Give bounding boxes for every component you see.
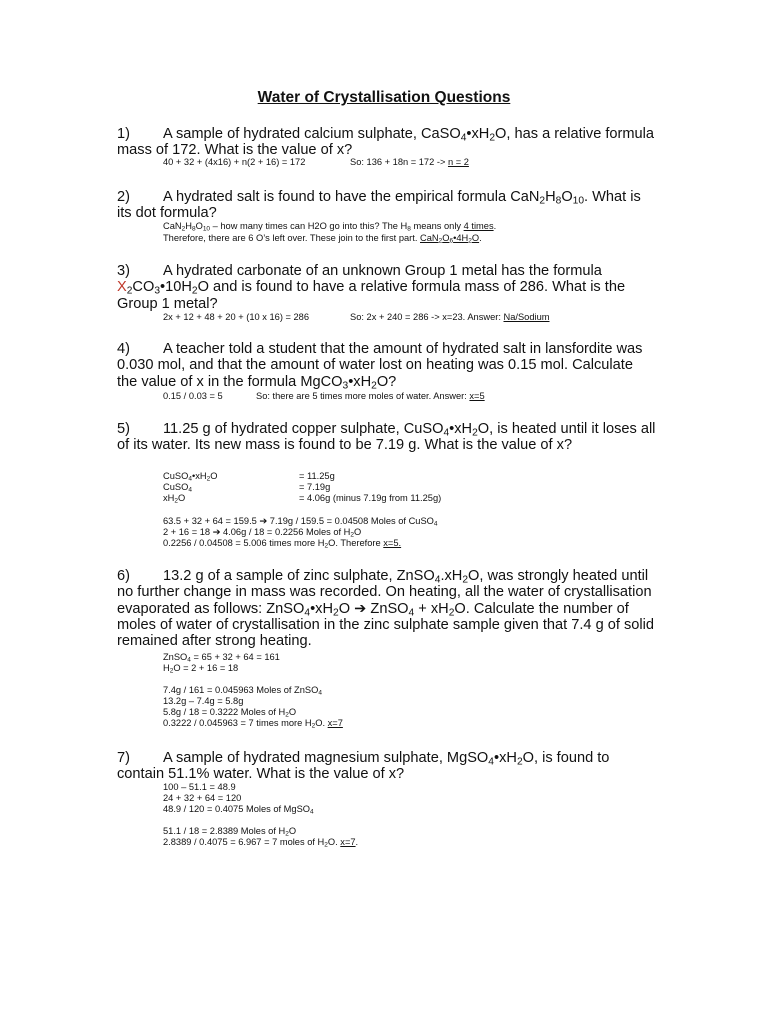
working-1: 40 + 32 + (4x16) + n(2 + 16) = 172 So: 136 + 18n = 172 -> n = 2: [163, 157, 469, 167]
question-1: 1) A sample of hydrated calcium sulphate, $CaSO_4•xH_2O$, has a relative formula mass of 172. What is the value of x?: [117, 126, 655, 159]
working-2-line-1: $CaN_2H_8O_{10}$ – how many times can H2O go into this? The $H_8$ means only 4 times.: [163, 221, 497, 233]
working-7-line-5: 2.8389 / 0.4075 = 6.967 = 7 moles of $H_2O$. x=7.: [163, 837, 359, 849]
question-3: 3) A hydrated carbonate of an unknown Group 1 metal has the formula $X_2CO_3•10H_2O$ and is found to have a relative formula mass of 286. What is the Group 1 metal?: [117, 263, 626, 312]
working-7-line-2: 24 + 32 + 64 = 120: [163, 793, 242, 803]
working-6-line-1: ZnSO$_4$ = 65 + 32 + 64 = 161: [163, 652, 280, 664]
working-5-row-1: $CuSO_4•xH_2O$ = 11.25g: [163, 471, 335, 483]
page-title: Water of Crystallisation Questions: [257, 89, 511, 106]
working-6-line-2: $H_2O = 2 + 16 = 18$: [163, 663, 239, 675]
answer-2: $CaN_2O_6•4H_2O$: [420, 233, 480, 245]
working-2-line-2: Therefore, there are 6 O’s left over. These join to the first part. $CaN_2O_6•4H_2O$.: [163, 233, 482, 245]
working-5-row-2: CuSO$_4$ = 7.19g: [163, 482, 331, 494]
question-6: 6) 13.2 g of a sample of zinc sulphate, $ZnSO_4.xH_2O$, was strongly heated until no further change in mass was recorded. On heating, all the water of crystallisation evaporated as follows: $ZnSO_4•xH_2O$ ➔ ZnSO$_4$ + $xH_2O$. Calculate the number of moles of water of crystallisation in the zinc sulphate sample given that 7.4 g of solid remained after strong heating.: [117, 568, 655, 650]
working-3: 2x + 12 + 48 + 20 + (10 x 16) = 286 So: 2x + 240 = 286 -> x=23. Answer: Na/Sodium: [163, 312, 550, 322]
working-5-line-5: 2 + 16 = 18 ➔ 4.06g / 18 = 0.2256 Moles of $H_2O$: [163, 527, 362, 539]
question-2: 2) A hydrated salt is found to have the empirical formula $CaN_2H_8O_{10}$. What is its dot formula?: [117, 189, 641, 222]
working-7-line-4: 51.1 / 18 = 2.8389 Moles of $H_2O$: [163, 826, 297, 838]
working-4: 0.15 / 0.03 = 5 So: there are 5 times more moles of water. Answer: x=5: [163, 391, 485, 401]
working-5-line-4: 63.5 + 32 + 64 = 159.5 ➔ 7.19g / 159.5 = 0.04508 Moles of CuSO$_4$: [163, 516, 438, 528]
question-5: 5) 11.25 g of hydrated copper sulphate, $CuSO_4•xH_2O$, is heated until it loses all of its water. Its new mass is found to be 7.19 g. What is the value of x?: [117, 421, 656, 454]
working-7-line-1: 100 – 51.1 = 48.9: [163, 782, 236, 792]
question-4: 4) A teacher told a student that the amount of hydrated salt in lansfordite was 0.030 mol, and that the amount of water lost on heating was 0.15 mol. Calculate the value of x in the formula $MgCO_3•xH_2O$?: [117, 341, 643, 392]
question-7: 7) A sample of hydrated magnesium sulphate, $MgSO_4•xH_2O$, is found to contain 51.1% water. What is the value of x?: [117, 750, 610, 783]
working-7-line-3: 48.9 / 120 = 0.4075 Moles of MgSO$_4$: [163, 804, 314, 816]
working-5-line-6: 0.2256 / 0.04508 = 5.006 times more $H_2O$. Therefore x=5.: [163, 538, 402, 550]
working-6-line-6: 0.3222 / 0.045963 = 7 times more $H_2O$. x=7: [163, 718, 343, 730]
working-6-line-5: 5.8g / 18 = 0.3222 Moles of $H_2O$: [163, 707, 297, 719]
working-5-row-3: $xH_2O$ = 4.06g (minus 7.19g from 11.25g): [163, 493, 442, 505]
working-6-line-3: 7.4g / 161 = 0.045963 Moles of ZnSO$_4$: [163, 685, 322, 697]
working-6-line-4: 13.2g – 7.4g = 5.8g: [163, 696, 244, 706]
